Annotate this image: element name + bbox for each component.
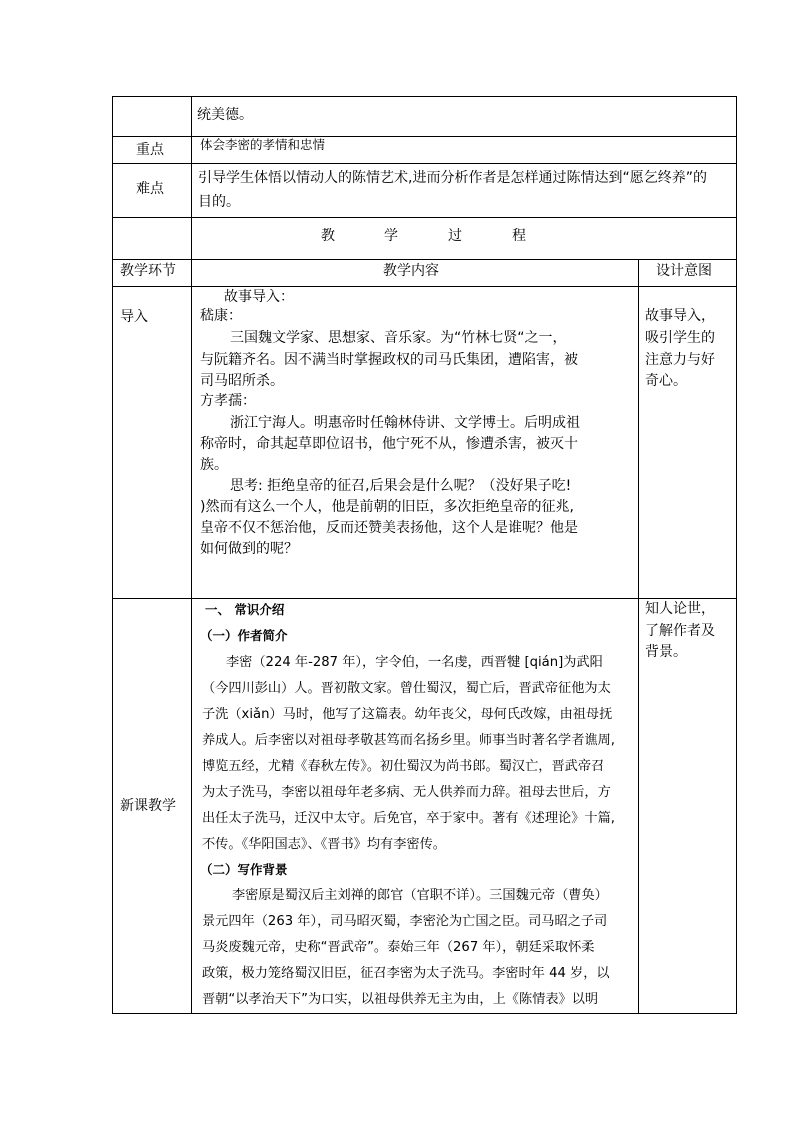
- author-line: 不传。《华阳国志》、《晋书》均有李密传。: [202, 837, 446, 852]
- key-point-label: 重点: [136, 142, 164, 158]
- process-title-char: 教: [321, 228, 335, 244]
- intro-line: 如何做到的呢？: [200, 541, 298, 557]
- intro-line: 三国魏文学家、思想家、音乐家。为“竹林七贤“之一，: [230, 330, 567, 346]
- intro-stage: 导入: [120, 309, 148, 325]
- column-divider: [638, 259, 639, 1013]
- newlesson-intent-line: 知人论世，: [645, 601, 715, 617]
- intro-line: 与阮籍齐名。因不满当时掌握政权的司马氏集团，遭陷害，被: [200, 352, 578, 368]
- author-line: 为太子洗马，李密以祖母年老多病、无人供养而力辞。祖母去世后，方: [202, 785, 611, 800]
- background-line: 马炎废魏元帝，史称“晋武帝”。泰始三年（267 年），朝廷采取怀柔: [202, 940, 595, 955]
- newlesson-intent-line: 了解作者及: [645, 623, 715, 639]
- intro-intent-line: 奇心。: [645, 373, 687, 389]
- intro-intent-line: 吸引学生的: [645, 330, 715, 346]
- intro-line: 故事导入：: [224, 289, 294, 305]
- section-heading: 一、 常识介绍: [205, 602, 285, 617]
- process-title-char: 学: [384, 228, 398, 244]
- intro-line: 方孝孺：: [200, 393, 256, 409]
- intro-line: 称帝时，命其起草即位诏书，他宁死不从，惨遭杀害，被灭十: [200, 436, 578, 452]
- author-line: 出任太子洗马，迁汉中太守。后免官，卒于家中。著有《述理论》十篇,: [202, 811, 616, 826]
- row-divider: [113, 598, 736, 599]
- header-intent: 设计意图: [656, 263, 712, 279]
- difficulty-label: 难点: [136, 181, 164, 197]
- process-title-char: 过: [448, 228, 462, 244]
- row-divider: [113, 217, 736, 218]
- background-line: 李密原是蜀汉后主刘禅的郎官（官职不详）。三国魏元帝（曹奂）: [232, 888, 608, 903]
- background-line: 政策，极力笼络蜀汉旧臣，征召李密为太子洗马。李密时年 44 岁，以: [202, 966, 610, 981]
- author-line: 子洗（xiǎn）马时，他写了这篇表。幼年丧父，母何氏改嫁，由祖母抚: [202, 707, 613, 722]
- intro-intent-line: 注意力与好: [645, 352, 715, 368]
- subsection-heading: （一）作者简介: [200, 628, 288, 643]
- column-divider: [191, 259, 192, 1013]
- intro-line: 司马昭所杀。: [200, 373, 284, 389]
- difficulty-content-line: 引导学生体悟以情动人的陈情艺术,进而分析作者是怎样通过陈情达到“愿乞终养”的: [198, 170, 707, 186]
- author-line: 养成人。后李密以对祖母孝敬甚笃而名扬乡里。师事当时著名学者谯周,: [202, 733, 616, 748]
- key-point-content: 体会李密的孝情和忠情: [200, 137, 326, 152]
- row-divider: [113, 163, 736, 164]
- difficulty-content-line: 目的。: [198, 194, 240, 210]
- header-content: 教学内容: [383, 263, 439, 279]
- intro-line: 思考: 拒绝皇帝的征召,后果会是什么呢？（没好果子吃!: [230, 478, 572, 494]
- row-divider: [113, 259, 736, 260]
- row1-content: 统美德。: [197, 107, 253, 123]
- intro-line: 族。: [200, 457, 228, 473]
- header-stage: 教学环节: [120, 263, 176, 279]
- background-line: 晋朝“以孝治天下”为口实，以祖母供养无主为由，上《陈情表》以明: [202, 992, 599, 1007]
- column-divider: [191, 97, 192, 259]
- author-line: 李密（224 年-287 年），字令伯，一名虔，西晋犍 [qián]为武阳: [226, 655, 603, 670]
- intro-line: 皇帝不仅不惩治他，反而还赞美表扬他，这个人是谁呢？他是: [200, 520, 578, 536]
- subsection-heading: （二）写作背景: [200, 862, 288, 877]
- author-line: 博览五经，尤精《春秋左传》。初仕蜀汉为尚书郎。蜀汉亡，晋武帝召: [202, 759, 605, 774]
- intro-line: 浙江宁海人。明惠帝时任翰林侍讲、文学博士。后明成祖: [230, 415, 580, 431]
- background-line: 景元四年（263 年），司马昭灭蜀，李密沦为亡国之臣。司马昭之子司: [202, 914, 608, 929]
- newlesson-stage: 新课教学: [120, 798, 176, 814]
- intro-intent-line: 故事导入，: [645, 308, 715, 324]
- row-divider: [113, 286, 736, 287]
- newlesson-intent-line: 背景。: [645, 644, 687, 660]
- intro-line: )然而有这么一个人，他是前朝的旧臣，多次拒绝皇帝的征兆,: [200, 499, 574, 515]
- process-title-char: 程: [512, 228, 526, 244]
- author-line: （今四川彭山）人。晋初散文家。曾仕蜀汉，蜀亡后，晋武帝征他为太: [202, 681, 611, 696]
- intro-line: 嵇康：: [200, 308, 242, 324]
